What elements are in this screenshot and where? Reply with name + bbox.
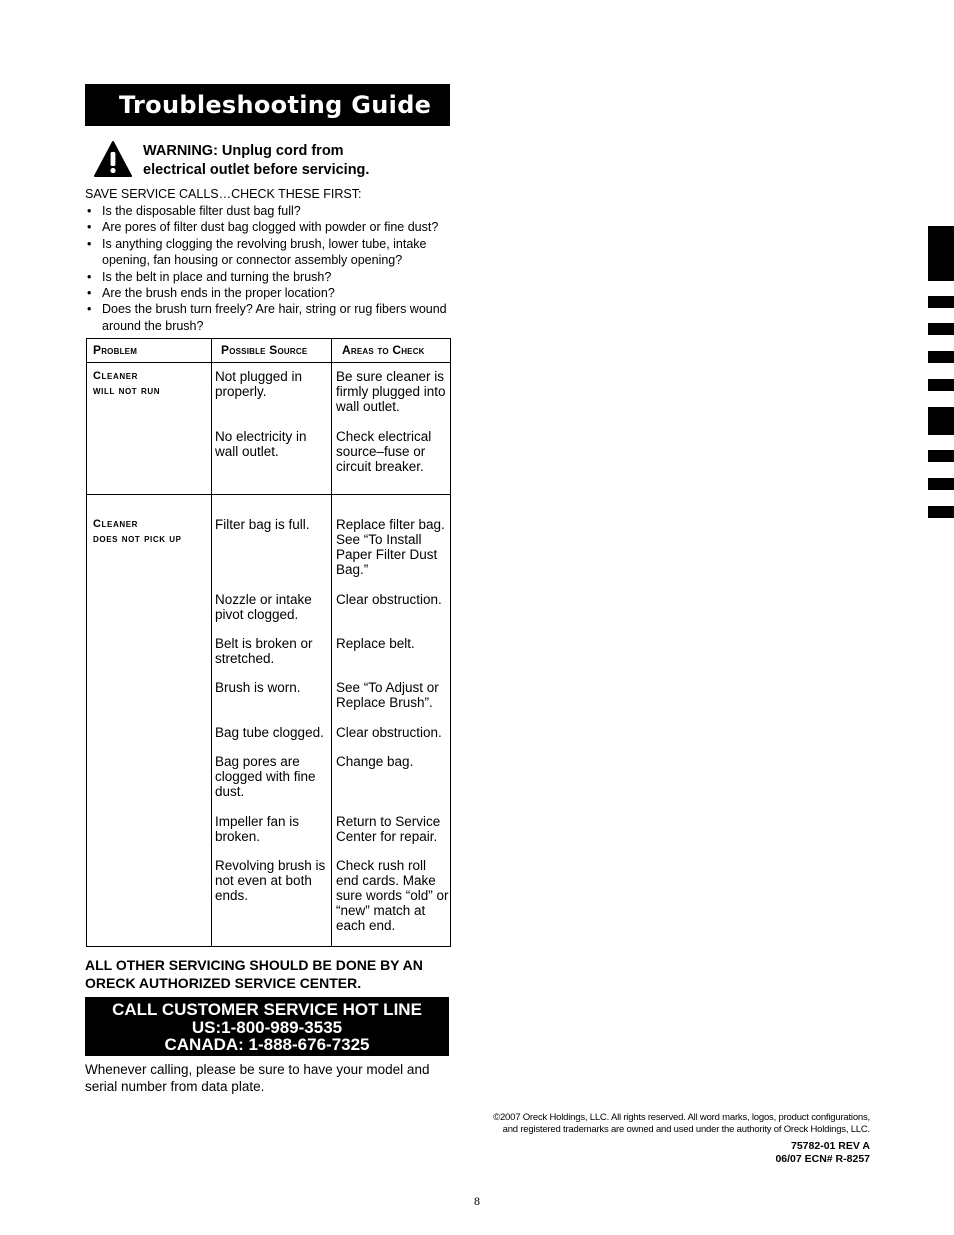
- source-cell: Nozzle or intake pivot clogged.: [215, 592, 312, 622]
- page-title: Troubleshooting Guide: [85, 84, 450, 126]
- column-divider: [211, 339, 212, 946]
- section-tab: [928, 407, 954, 435]
- document-codes: [775, 1140, 870, 1166]
- copyright-line-1: ©2007 Oreck Holdings, LLC. All rights reserved. All word marks, logos, product configurations,: [493, 1112, 870, 1123]
- section-tab: [928, 351, 954, 363]
- other-servicing-note: ALL OTHER SERVICING SHOULD BE DONE BY AN ORECK AUTHORIZED SERVICE CENTER.: [85, 957, 423, 991]
- check-cell: Change bag.: [336, 754, 414, 769]
- section-tab: [928, 379, 954, 391]
- source-cell: Brush is worn.: [215, 680, 301, 695]
- section-tab: [928, 450, 954, 462]
- source-cell: Bag pores are clogged with fine dust.: [215, 754, 316, 799]
- hotline-us-number: US:1-800-989-3535: [191, 1017, 343, 1037]
- page-number: 8: [474, 1194, 480, 1208]
- section-tab: [928, 323, 954, 335]
- problem-label: [93, 517, 182, 547]
- source-cell: Impeller fan is broken.: [215, 814, 300, 844]
- source-cell: Not plugged in properly.: [215, 369, 303, 399]
- part-number: 75782-01 REV A: [791, 1140, 870, 1152]
- check-cell: Replace belt.: [336, 636, 415, 651]
- checklist-item: • Are the brush ends in the proper location?: [85, 285, 453, 301]
- check-cell: Clear obstruction.: [336, 725, 442, 740]
- header-areas-to-check: Areas to Check: [342, 343, 425, 357]
- hotline-box: [85, 997, 449, 1056]
- section-tab: [928, 506, 954, 518]
- troubleshooting-table: [86, 338, 451, 947]
- check-cell: Check rush roll end cards. Make sure words “old” or “new” match at each end.: [336, 858, 449, 933]
- warning-message: [143, 142, 443, 180]
- problem-label: [93, 369, 160, 399]
- table-header: [87, 339, 450, 363]
- checklist-item: • Does the brush turn freely? Are hair, string or rug fibers wound around the brush?: [85, 301, 453, 334]
- checklist-item: • Is the disposable filter dust bag full?: [85, 203, 453, 219]
- header-possible-source: Possible Source: [221, 343, 308, 357]
- source-cell: Bag tube clogged.: [215, 725, 324, 740]
- source-cell: Belt is broken or stretched.: [215, 636, 313, 666]
- hotline-title: CALL CUSTOMER SERVICE HOT LINE: [112, 1000, 422, 1019]
- problem-name: Cleaner: [93, 370, 139, 382]
- calling-note: Whenever calling, please be sure to have your model and serial number from data plate.: [85, 1062, 430, 1094]
- check-cell: Be sure cleaner is firmly plugged into wall outlet.: [336, 369, 446, 414]
- section-tab: [928, 296, 954, 308]
- problem-detail: will not run: [93, 385, 161, 397]
- copyright-line-2: and registered trademarks are owned and used under the authority of Oreck Holdings, LLC.: [502, 1124, 870, 1135]
- checklist-item: • Is anything clogging the revolving brush, lower tube, intake opening, fan housing or connector assembly opening?: [85, 236, 453, 269]
- warning-triangle-icon: [93, 140, 133, 178]
- checklist-heading: SAVE SERVICE CALLS…CHECK THESE FIRST:: [85, 187, 362, 201]
- problem-name: Cleaner: [93, 518, 139, 530]
- warning-line-2: electrical outlet before servicing.: [143, 162, 370, 178]
- check-cell: Replace filter bag. See “To Install Paper Filter Dust Bag.”: [336, 517, 445, 577]
- section-tab: [928, 226, 954, 281]
- checklist: [85, 203, 453, 334]
- checklist-item: • Is the belt in place and turning the brush?: [85, 269, 453, 285]
- check-cell: Clear obstruction.: [336, 592, 442, 607]
- copyright-notice: [430, 1112, 870, 1136]
- check-cell: Check electrical source–fuse or circuit breaker.: [336, 429, 432, 474]
- warning-line-1: WARNING: Unplug cord from: [143, 143, 344, 159]
- source-cell: Filter bag is full.: [215, 517, 310, 532]
- source-cell: Revolving brush is not even at both ends.: [215, 858, 326, 903]
- checklist-item: • Are pores of filter dust bag clogged with powder or fine dust?: [85, 219, 453, 235]
- column-divider: [331, 339, 332, 946]
- header-problem: Problem: [93, 343, 138, 357]
- source-cell: No electricity in wall outlet.: [215, 429, 307, 459]
- check-cell: Return to Service Center for repair.: [336, 814, 441, 844]
- problem-detail: does not pick up: [93, 533, 182, 545]
- ecn-number: 06/07 ECN# R-8257: [775, 1153, 870, 1165]
- row-divider: [87, 494, 450, 495]
- check-cell: See “To Adjust or Replace Brush”.: [336, 680, 439, 710]
- section-tab: [928, 478, 954, 490]
- hotline-canada-number: CANADA: 1-888-676-7325: [164, 1035, 370, 1054]
